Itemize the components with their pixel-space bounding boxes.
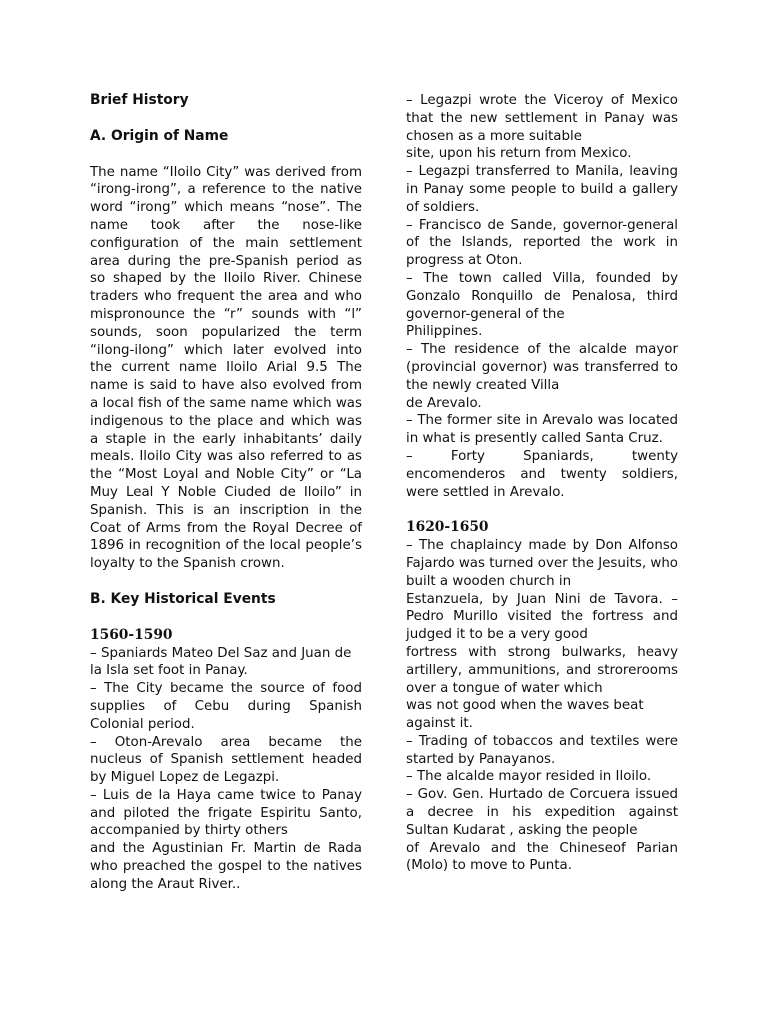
event-line: – Gov. Gen. Hurtado de Corcuera issued a decree in his expedition against Sultan Kudarat , asking the people <box>406 787 678 838</box>
period-heading: 1560-1590 <box>90 626 173 643</box>
event-line: Philippines. <box>406 324 483 340</box>
event-line: of Arevalo and the Chineseof Parian (Molo) to move to Punta. <box>406 840 678 874</box>
event-line: – Legazpi wrote the Viceroy of Mexico that the new settlement in Panay was chosen as a more suitable <box>406 93 678 144</box>
event-line: – Legazpi transferred to Manila, leaving in Panay some people to build a gallery of soldiers. <box>406 164 678 215</box>
period-heading: 1620-1650 <box>406 519 489 536</box>
event-line: – The City became the source of food supplies of Cebu during Spanish Colonial period. <box>90 681 362 732</box>
right-column <box>406 92 678 875</box>
event-line: – The former site in Arevalo was located in what is presently called Santa Cruz. <box>406 413 678 447</box>
event-line: fortress with strong bulwarks, heavy artillery, ammunitions, and strorerooms over a tongue of water which <box>406 644 678 696</box>
event-line: – Luis de la Haya came twice to Panay and piloted the frigate Espiritu Santo, accompanied by thirty others <box>90 787 362 839</box>
event-line: and the Agustinian Fr. Martin de Rada who preached the gospel to the natives along the Araut River.. <box>90 841 362 892</box>
document-title: Brief History <box>90 92 189 108</box>
origin-paragraph: The name “Iloilo City” was derived from “irong-irong”, a reference to the native word “irong” which means “nose”. The name took after the nose-like configuration of the main settlement area during the pre-Spanish period as so shaped by the Iloilo River. Chinese traders who frequent the area and who mispronounce the “r” sounds with “l” sounds, soon popularized the term “ilong-ilong” which later evolved into the current name Iloilo Arial 9.5 The name is said to have also evolved from a local fish of the same name which was indigenous to the place and which was a staple in the early inhabitants’ daily meals. Iloilo City was also referred to as the “Most Loyal and Noble City” or “La Muy Leal Y Noble Ciuded de Iloilo” in Spanish. This is an inscription in the Coat of Arms from the Royal Decree of 1896 in recognition of the local people’s loyalty to the Spanish crown. <box>90 164 362 572</box>
event-line: site, upon his return from Mexico. <box>406 146 632 162</box>
event-line: – The alcalde mayor resided in Iloilo. <box>406 769 652 785</box>
event-line: – Trading of tobaccos and textiles were started by Panayanos. <box>406 733 678 767</box>
event-line: was not good when the waves beat against it. <box>406 698 644 732</box>
event-line: – Oton-Arevalo area became the nucleus of Spanish settlement headed by Miguel Lopez de Legazpi. <box>90 734 362 786</box>
left-column <box>90 92 362 894</box>
event-line: Estanzuela, by Juan Nini de Tavora. – Pedro Murillo visited the fortress and judged it to be a very good <box>406 591 678 643</box>
event-line: – The residence of the alcalde mayor (provincial governor) was transferred to the newly created Villa <box>406 342 678 393</box>
event-line: de Arevalo. <box>406 395 482 411</box>
event-line: – Spaniards Mateo Del Saz and Juan de la Isla set foot in Panay. <box>90 645 352 679</box>
event-line: – Francisco de Sande, governor-general of the Islands, reported the work in progress at Oton. <box>406 217 678 269</box>
event-line: – The town called Villa, founded by Gonzalo Ronquillo de Penalosa, third governor-general of the <box>406 270 678 322</box>
event-line: – Forty Spaniards, twenty encomenderos and twenty soldiers, were settled in Arevalo. <box>406 448 678 500</box>
section-heading-origin: A. Origin of Name <box>90 127 229 144</box>
section-heading-events: B. Key Historical Events <box>90 590 276 607</box>
event-line: – The chaplaincy made by Don Alfonso Fajardo was turned over the Jesuits, who built a wooden church in <box>406 538 678 589</box>
